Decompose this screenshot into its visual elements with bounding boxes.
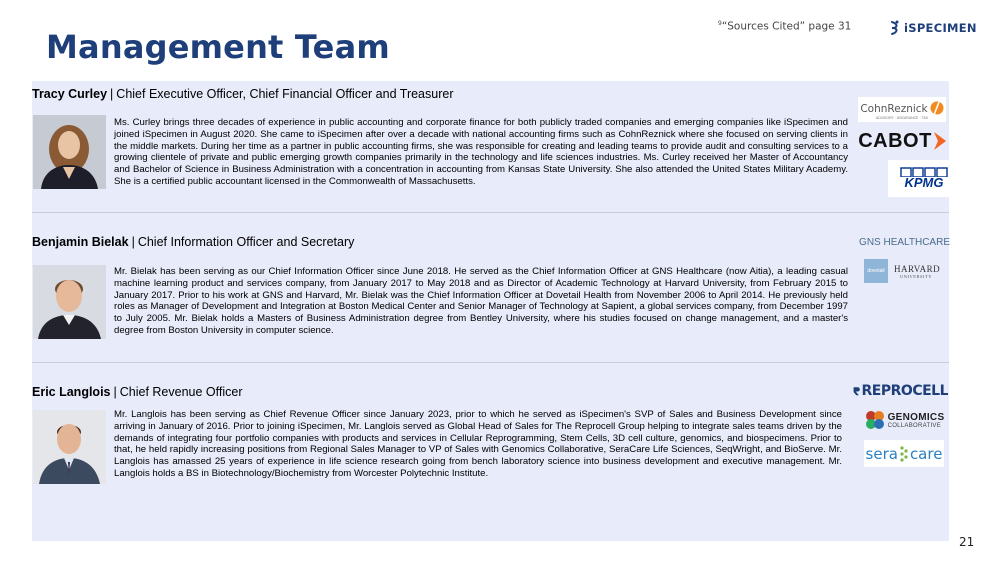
footnote-text: “Sources Cited” page 31 [721,20,852,33]
harvard-subtitle: UNIVERSITY [900,273,932,279]
person-header [32,385,243,399]
gns-healthcare-logo [858,233,950,251]
person-name: Eric Langlois [32,385,111,399]
cohnreznick-logo [858,97,946,122]
cabot-logo [858,126,948,156]
kpmg-wordmark: KPMG [904,175,944,190]
harvard-wordmark: HARVARD [894,263,941,274]
reprocell-wordmark: REPROCELL [861,383,948,399]
seracare-leaf-icon [898,445,910,463]
management-panel [32,81,949,541]
person-bio: Ms. Curley brings three decades of experience in public accounting and corporate finance for both publicly traded companies and emerging companies like iSpecimen and joined iSpecimen in August 2020. She came to iSpecimen after over a decade with national accounting firms such as CohnReznick where she focused on serving clients in the middle markets. During her time as a partner in public accounting firms, she was responsible for creating and leading teams to provide audit and consulting services to a growing clientele of private and public emerging growth companies primarily in the technology and life sciences industries. Ms. Curley received her Master of Accountancy and Bachelor of Science in Business Administration with a concentration in accounting from Kansas State University. She also attended the United States Military Academy. She is a certified public accountant licensed in the Commonwealth of Massachusetts. [114,117,848,187]
seracare-wordmark-part2: care [909,444,943,463]
name-separator: | [131,235,135,249]
cohnreznick-wordmark: CohnReznick [860,102,928,115]
name-separator: | [113,385,117,399]
genomics-collaborative-logo [858,407,950,433]
cohnreznick-tagline: ADVISORY · ASSURANCE · TAX [875,115,929,120]
seracare-wordmark-part1: sera [865,444,898,463]
dovetail-wordmark: dovetail [867,268,885,274]
person-card-tracy-curley [32,81,949,212]
person-name: Benjamin Bielak [32,235,129,249]
slide-title: Management Team [46,28,390,66]
dovetail-logo [864,259,888,283]
cabot-wordmark: CABOT [858,129,932,152]
headshot-photo [33,410,106,484]
person-header [32,235,354,249]
person-role: Chief Revenue Officer [119,385,243,399]
person-bio: Mr. Langlois has been serving as Chief Revenue Officer since January 2023, prior to which he served as iSpecimen's SVP of Sales and Business Development since arriving in January of 2016. Prior to joining iSpecimen, Mr. Langlois served as Global Head of Sales for The Reprocell Group helping to integrate sales teams driven by the demands of integrating four portfolio companies with products and services in Cellular Reprogramming, Stem Cells, 3D cell culture, genomics, and biospecimens. Prior to that, he held rapidly increasing positions from Regional Sales Manager to VP of Sales with Genomics Collaborative, SeraCare Life Sciences, SeqWright, and BioServe. Mr. Langlois has amassed 25 years of experience in life science research going from bench laboratory science into business development and executive management. Mr. Langlois holds a BS in Biotechnology/Biochemistry from Worcester Polytechnic Institute. [114,409,842,479]
cabot-chevron-icon [932,130,948,152]
collaborative-wordmark: COLLABORATIVE [887,422,942,429]
seracare-logo [864,440,944,467]
person-name: Tracy Curley [32,87,108,101]
person-header [32,87,454,101]
person-card-benjamin-bielak [32,212,949,362]
person-card-eric-langlois [32,362,949,541]
person-role: Chief Information Officer and Secretary [137,235,355,249]
footnote-number: 9 [718,20,722,27]
reprocell-logo [852,379,948,403]
kpmg-logo [888,160,960,197]
person-bio: Mr. Bielak has been serving as our Chief Information Officer since June 2018. He served as the Chief Information Officer at GNS Healthcare (now Aitia), a leading casual machine learning product and services company, from January 2017 to May 2018 and as Director of Academic Technology at Harvard University, from February 2015 to January 2017. Prior to his work at GNS and Harvard, Mr. Bielak was the Chief Information Officer at Dovetail Health from November 2006 to April 2014. He previously held roles as Manager of Development and Integration at Boston Medical Center and Senior Manager of Technology at Sapient, a global services company, from December 1997 to July 2005. Mr. Bielak holds a Masters of Business Administration degree from Bentley University, where his studies focused on change management, and a master's degree from Boston University in computer science. [114,266,848,336]
headshot-photo [33,115,106,189]
headshot-photo [33,265,106,339]
genomics-wordmark: GENOMICS [887,411,945,423]
ispecimen-mark-icon [889,20,901,36]
gns-wordmark: GNS HEALTHCARE [859,236,950,248]
genomics-dna-icon [864,409,886,431]
ispecimen-logo [889,20,977,36]
ispecimen-wordmark: iSPECIMEN [904,21,977,35]
sources-cited-note [718,20,851,33]
harvard-logo [894,259,946,283]
reprocell-mark-icon [852,381,862,401]
page-number: 21 [959,535,975,549]
cohnreznick-mark-icon [930,100,944,118]
name-separator: | [110,87,114,101]
person-role: Chief Executive Officer, Chief Financial Officer and Treasurer [116,87,454,101]
